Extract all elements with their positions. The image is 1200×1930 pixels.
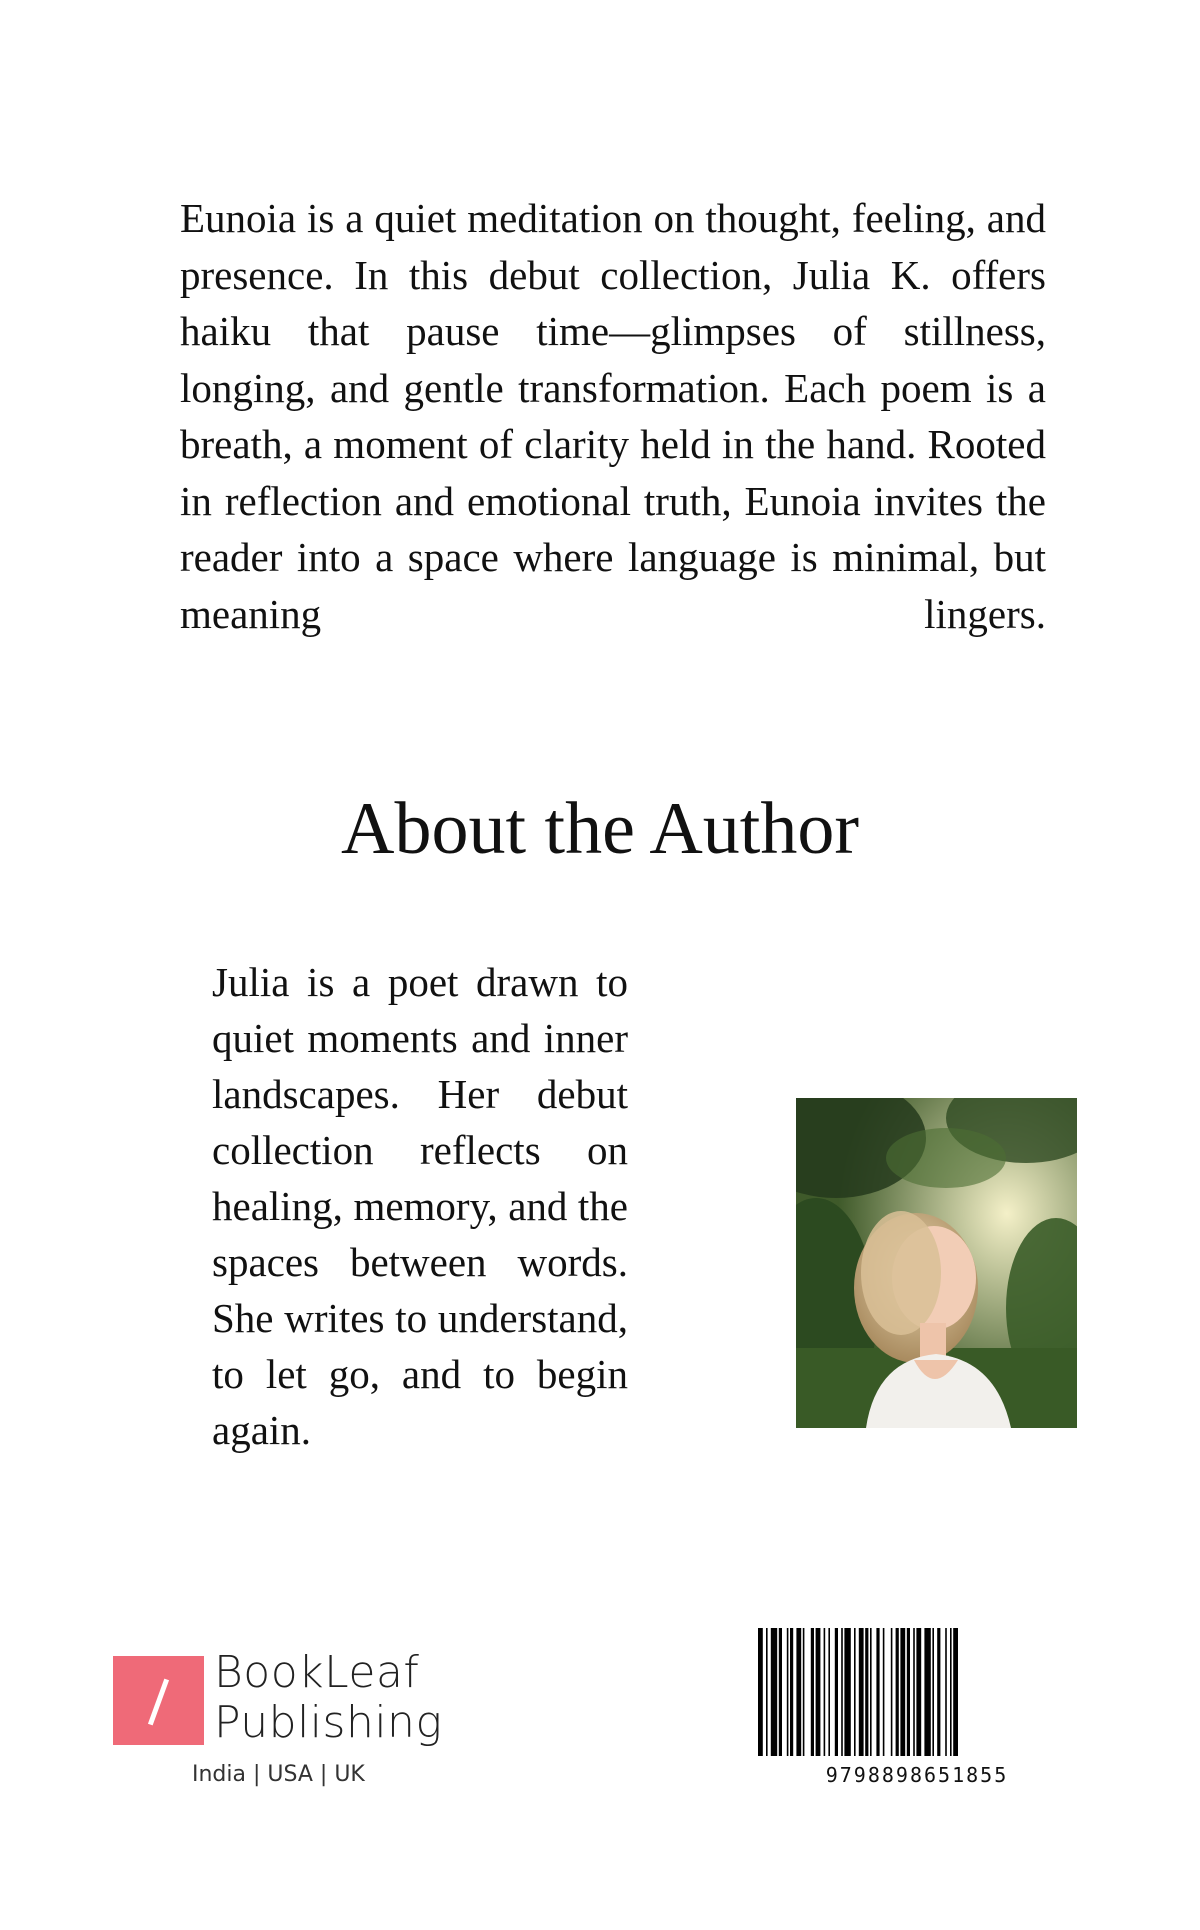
author-bio: Julia is a poet drawn to quiet moments and inner landscapes. Her debut collection reflects on healing, memory, and the spaces between words. She writes to understand, to let go, and to begin again. xyxy=(212,959,628,1453)
author-photo xyxy=(796,1098,1077,1428)
publisher-name xyxy=(214,1648,474,1748)
publisher-regions: India | USA | UK xyxy=(192,1762,365,1787)
book-blurb: Eunoia is a quiet meditation on thought, feeling, and presence. In this debut collection, Julia K. offers haiku that pause time—glimpses of stillness, longing, and gentle transformation. Each poem is a breath, a moment of clarity held in the hand. Rooted in reflection and emotional truth, Eunoia invites the reader into a space where language is minimal, but meaning lingers. xyxy=(180,195,1046,637)
barcode xyxy=(758,1628,1076,1756)
isbn-number: 9798898651855 xyxy=(825,1763,1009,1787)
publisher-name-line2: Publishing xyxy=(214,1697,443,1748)
about-author-heading: About the Author xyxy=(341,788,859,870)
publisher-name-line1: BookLeaf xyxy=(214,1647,420,1698)
publisher-logo-icon xyxy=(113,1656,204,1745)
